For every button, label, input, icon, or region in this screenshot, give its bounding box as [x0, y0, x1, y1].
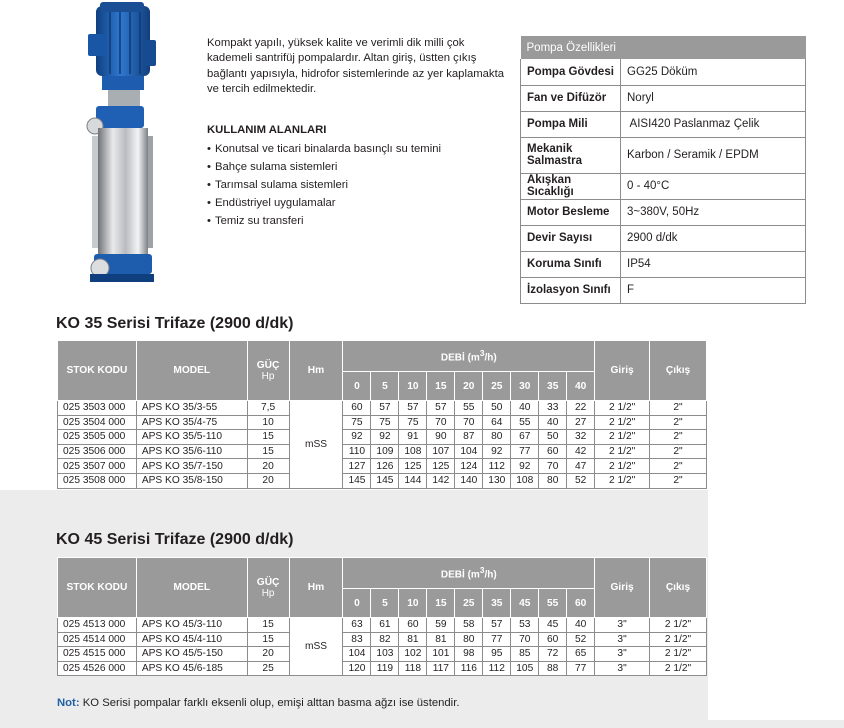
- spec-value: F: [621, 277, 806, 303]
- table-row: [58, 647, 707, 662]
- flow-label: DEBİ (m: [440, 569, 480, 581]
- power-label: GÜÇ: [256, 359, 280, 371]
- usage-item: • Endüstriyel uygulamalar: [207, 194, 441, 212]
- head-value: 64: [483, 415, 511, 430]
- head-value: 83: [343, 632, 371, 647]
- inlet-size: 2 1/2": [595, 430, 650, 445]
- col-stock-code: STOK KODU: [58, 341, 137, 401]
- col-flow: [343, 341, 595, 372]
- ko35-title: KO 35 Serisi Trifaze (2900 d/dk): [56, 315, 294, 332]
- head-value: 67: [511, 430, 539, 445]
- stock-code: 025 3504 000: [58, 415, 137, 430]
- head-value: 110: [343, 444, 371, 459]
- stock-code: 025 3508 000: [58, 473, 137, 488]
- head-value: 75: [371, 415, 399, 430]
- head-value: 124: [455, 459, 483, 474]
- note-label: Not:: [57, 697, 80, 709]
- head-value: 40: [511, 401, 539, 416]
- inlet-size: 3": [595, 661, 650, 676]
- head-value: 60: [539, 444, 567, 459]
- head-value: 61: [371, 618, 399, 633]
- inlet-size: 2 1/2": [595, 473, 650, 488]
- model-name: APS KO 45/5-150: [136, 647, 247, 662]
- model-name: APS KO 45/6-185: [136, 661, 247, 676]
- spec-row: [521, 173, 806, 199]
- head-value: 104: [455, 444, 483, 459]
- spec-row: [521, 225, 806, 251]
- head-value: 80: [455, 632, 483, 647]
- inlet-size: 3": [595, 647, 650, 662]
- col-hm: Hm: [289, 341, 343, 401]
- pump-specs-table: [520, 36, 806, 304]
- flow-value-header: 35: [483, 589, 511, 618]
- spec-key: Pompa Mili: [521, 111, 621, 137]
- power-value: 20: [247, 473, 289, 488]
- flow-value-header: 5: [371, 589, 399, 618]
- head-value: 112: [483, 661, 511, 676]
- power-value: 15: [247, 632, 289, 647]
- head-value: 91: [399, 430, 427, 445]
- table-row: [58, 661, 707, 676]
- head-value: 103: [371, 647, 399, 662]
- head-value: 60: [343, 401, 371, 416]
- head-value: 127: [343, 459, 371, 474]
- head-value: 88: [539, 661, 567, 676]
- head-value: 77: [511, 444, 539, 459]
- power-value: 15: [247, 430, 289, 445]
- usage-list: [207, 140, 441, 230]
- table-row: [58, 444, 707, 459]
- head-value: 80: [539, 473, 567, 488]
- model-name: APS KO 35/5-110: [136, 430, 247, 445]
- head-value: 144: [399, 473, 427, 488]
- head-value: 32: [567, 430, 595, 445]
- head-value: 40: [567, 618, 595, 633]
- spec-row: [521, 277, 806, 303]
- head-value: 57: [399, 401, 427, 416]
- head-value: 81: [399, 632, 427, 647]
- flow-value-header: 40: [567, 372, 595, 401]
- table-row: [58, 473, 707, 488]
- head-value: 22: [567, 401, 595, 416]
- flow-value-header: 5: [371, 372, 399, 401]
- spec-value: IP54: [621, 251, 806, 277]
- note-text: KO Serisi pompalar farklı eksenli olup, emişi alttan basma ağzı ise üstendir.: [79, 697, 460, 709]
- flow-unit: /h): [484, 569, 497, 581]
- head-value: 130: [483, 473, 511, 488]
- usage-title: KULLANIM ALANLARI: [207, 124, 327, 136]
- head-value: 120: [343, 661, 371, 676]
- col-stock-code: STOK KODU: [58, 558, 137, 618]
- flow-value-header: 25: [455, 589, 483, 618]
- head-value: 102: [399, 647, 427, 662]
- head-value: 117: [427, 661, 455, 676]
- flow-value-header: 60: [567, 589, 595, 618]
- flow-value-header: 25: [483, 372, 511, 401]
- usage-item: • Temiz su transferi: [207, 212, 441, 230]
- flow-value-header: 15: [427, 372, 455, 401]
- head-value: 119: [371, 661, 399, 676]
- head-value: 145: [371, 473, 399, 488]
- power-value: 25: [247, 661, 289, 676]
- head-value: 142: [427, 473, 455, 488]
- flow-value-header: 10: [399, 372, 427, 401]
- power-unit: Hp: [261, 587, 275, 599]
- lower-background-cutout: [708, 490, 844, 720]
- flow-label: DEBİ (m: [440, 352, 480, 364]
- col-inlet: Giriş: [595, 341, 650, 401]
- footnote: [57, 697, 459, 709]
- head-value: 75: [399, 415, 427, 430]
- usage-item: • Konutsal ve ticari binalarda basınçlı su temini: [207, 140, 441, 158]
- stock-code: 025 4526 000: [58, 661, 137, 676]
- head-value: 118: [399, 661, 427, 676]
- outlet-size: 2 1/2": [650, 632, 707, 647]
- head-value: 126: [371, 459, 399, 474]
- table-row: [58, 430, 707, 445]
- spec-row: [521, 199, 806, 225]
- power-label: GÜÇ: [256, 576, 280, 588]
- table-row: [58, 459, 707, 474]
- product-description: Kompakt yapılı, yüksek kalite ve verimli dik milli çok kademeli santrifüj pompalardır. Altan giriş, üstten çıkış bağlantı yapısıyla, hidrofor sistemlerinde az yer kaplamakta ve tercih edilmektedir.: [207, 37, 505, 96]
- head-value: 77: [567, 661, 595, 676]
- flow-value-header: 35: [539, 372, 567, 401]
- head-value: 105: [511, 661, 539, 676]
- col-hm: Hm: [289, 558, 343, 618]
- power-value: 10: [247, 415, 289, 430]
- spec-key: Fan ve Difüzör: [521, 85, 621, 111]
- spec-value: 0 - 40°C: [621, 173, 806, 199]
- head-value: 70: [539, 459, 567, 474]
- stock-code: 025 3503 000: [58, 401, 137, 416]
- stock-code: 025 3507 000: [58, 459, 137, 474]
- spec-value: Karbon / Seramik / EPDM: [621, 137, 806, 173]
- head-value: 95: [483, 647, 511, 662]
- flow-sup: 3: [479, 565, 485, 576]
- model-name: APS KO 35/8-150: [136, 473, 247, 488]
- spec-value: Noryl: [621, 85, 806, 111]
- model-name: APS KO 45/3-110: [136, 618, 247, 633]
- usage-item: • Bahçe sulama sistemleri: [207, 158, 441, 176]
- head-value: 59: [427, 618, 455, 633]
- pump-image: [82, 0, 162, 290]
- inlet-size: 2 1/2": [595, 415, 650, 430]
- stock-code: 025 4513 000: [58, 618, 137, 633]
- head-value: 27: [567, 415, 595, 430]
- inlet-size: 2 1/2": [595, 444, 650, 459]
- power-value: 7,5: [247, 401, 289, 416]
- outlet-size: 2": [650, 444, 707, 459]
- spec-value: 2900 d/dk: [621, 225, 806, 251]
- table-row: [58, 401, 707, 416]
- outlet-size: 2 1/2": [650, 661, 707, 676]
- head-value: 107: [427, 444, 455, 459]
- spec-row: [521, 251, 806, 277]
- head-value: 109: [371, 444, 399, 459]
- specs-title: Pompa Özellikleri: [521, 36, 806, 59]
- model-name: APS KO 35/3-55: [136, 401, 247, 416]
- head-value: 90: [427, 430, 455, 445]
- outlet-size: 2": [650, 473, 707, 488]
- head-value: 108: [511, 473, 539, 488]
- flow-value-header: 0: [343, 372, 371, 401]
- spec-key: Koruma Sınıfı: [521, 251, 621, 277]
- head-value: 82: [371, 632, 399, 647]
- col-flow: [343, 558, 595, 589]
- head-value: 70: [455, 415, 483, 430]
- head-value: 57: [371, 401, 399, 416]
- head-value: 50: [539, 430, 567, 445]
- head-value: 75: [343, 415, 371, 430]
- power-value: 15: [247, 618, 289, 633]
- inlet-size: 3": [595, 618, 650, 633]
- col-model: MODEL: [136, 558, 247, 618]
- spec-value: AISI420 Paslanmaz Çelik: [621, 111, 806, 137]
- col-power: [247, 558, 289, 618]
- head-value: 33: [539, 401, 567, 416]
- flow-unit: /h): [484, 352, 497, 364]
- head-value: 92: [371, 430, 399, 445]
- spec-row: [521, 111, 806, 137]
- spec-row: [521, 85, 806, 111]
- head-value: 50: [483, 401, 511, 416]
- head-value: 108: [399, 444, 427, 459]
- head-value: 92: [343, 430, 371, 445]
- head-value: 52: [567, 632, 595, 647]
- flow-value-header: 10: [399, 589, 427, 618]
- col-outlet: Çıkış: [650, 341, 707, 401]
- spec-key: Devir Sayısı: [521, 225, 621, 251]
- head-value: 77: [483, 632, 511, 647]
- power-value: 15: [247, 444, 289, 459]
- head-value: 40: [539, 415, 567, 430]
- head-value: 140: [455, 473, 483, 488]
- power-value: 20: [247, 459, 289, 474]
- head-value: 125: [427, 459, 455, 474]
- stock-code: 025 4514 000: [58, 632, 137, 647]
- ko45-title: KO 45 Serisi Trifaze (2900 d/dk): [56, 531, 294, 548]
- flow-value-header: 45: [511, 589, 539, 618]
- power-unit: Hp: [261, 370, 275, 382]
- head-value: 87: [455, 430, 483, 445]
- model-name: APS KO 45/4-110: [136, 632, 247, 647]
- head-value: 65: [567, 647, 595, 662]
- spec-row: [521, 59, 806, 85]
- head-value: 53: [511, 618, 539, 633]
- spec-value: 3~380V, 50Hz: [621, 199, 806, 225]
- head-value: 60: [399, 618, 427, 633]
- spec-key: Motor Besleme: [521, 199, 621, 225]
- ko45-performance-table: [57, 557, 707, 676]
- table-row: [58, 415, 707, 430]
- spec-key: Mekanik Salmastra: [521, 137, 621, 173]
- spec-key: İzolasyon Sınıfı: [521, 277, 621, 303]
- head-value: 104: [343, 647, 371, 662]
- head-value: 80: [483, 430, 511, 445]
- head-value: 57: [427, 401, 455, 416]
- head-value: 63: [343, 618, 371, 633]
- head-value: 58: [455, 618, 483, 633]
- model-name: APS KO 35/7-150: [136, 459, 247, 474]
- head-value: 92: [511, 459, 539, 474]
- head-value: 85: [511, 647, 539, 662]
- hm-unit: mSS: [289, 401, 343, 489]
- col-model: MODEL: [136, 341, 247, 401]
- stock-code: 025 3505 000: [58, 430, 137, 445]
- outlet-size: 2": [650, 459, 707, 474]
- stock-code: 025 4515 000: [58, 647, 137, 662]
- head-value: 125: [399, 459, 427, 474]
- spec-key: Akışkan Sıcaklığı: [521, 173, 621, 199]
- model-name: APS KO 35/6-110: [136, 444, 247, 459]
- head-value: 112: [483, 459, 511, 474]
- head-value: 145: [343, 473, 371, 488]
- usage-item: • Tarımsal sulama sistemleri: [207, 176, 441, 194]
- head-value: 72: [539, 647, 567, 662]
- head-value: 47: [567, 459, 595, 474]
- head-value: 101: [427, 647, 455, 662]
- spec-key: Pompa Gövdesi: [521, 59, 621, 85]
- outlet-size: 2": [650, 401, 707, 416]
- head-value: 116: [455, 661, 483, 676]
- spec-row: [521, 137, 806, 173]
- flow-value-header: 15: [427, 589, 455, 618]
- outlet-size: 2 1/2": [650, 647, 707, 662]
- head-value: 45: [539, 618, 567, 633]
- outlet-size: 2 1/2": [650, 618, 707, 633]
- spec-value: GG25 Döküm: [621, 59, 806, 85]
- inlet-size: 2 1/2": [595, 401, 650, 416]
- head-value: 98: [455, 647, 483, 662]
- col-power: [247, 341, 289, 401]
- head-value: 55: [511, 415, 539, 430]
- head-value: 42: [567, 444, 595, 459]
- head-value: 60: [539, 632, 567, 647]
- head-value: 92: [483, 444, 511, 459]
- flow-value-header: 0: [343, 589, 371, 618]
- table-row: [58, 618, 707, 633]
- stock-code: 025 3506 000: [58, 444, 137, 459]
- col-inlet: Giriş: [595, 558, 650, 618]
- head-value: 70: [427, 415, 455, 430]
- head-value: 81: [427, 632, 455, 647]
- inlet-size: 3": [595, 632, 650, 647]
- flow-value-header: 55: [539, 589, 567, 618]
- hm-unit: mSS: [289, 618, 343, 676]
- flow-sup: 3: [479, 348, 485, 359]
- ko35-performance-table: [57, 340, 707, 489]
- table-row: [58, 632, 707, 647]
- inlet-size: 2 1/2": [595, 459, 650, 474]
- col-outlet: Çıkış: [650, 558, 707, 618]
- power-value: 20: [247, 647, 289, 662]
- outlet-size: 2": [650, 430, 707, 445]
- head-value: 70: [511, 632, 539, 647]
- head-value: 55: [455, 401, 483, 416]
- head-value: 57: [483, 618, 511, 633]
- outlet-size: 2": [650, 415, 707, 430]
- model-name: APS KO 35/4-75: [136, 415, 247, 430]
- head-value: 52: [567, 473, 595, 488]
- flow-value-header: 20: [455, 372, 483, 401]
- flow-value-header: 30: [511, 372, 539, 401]
